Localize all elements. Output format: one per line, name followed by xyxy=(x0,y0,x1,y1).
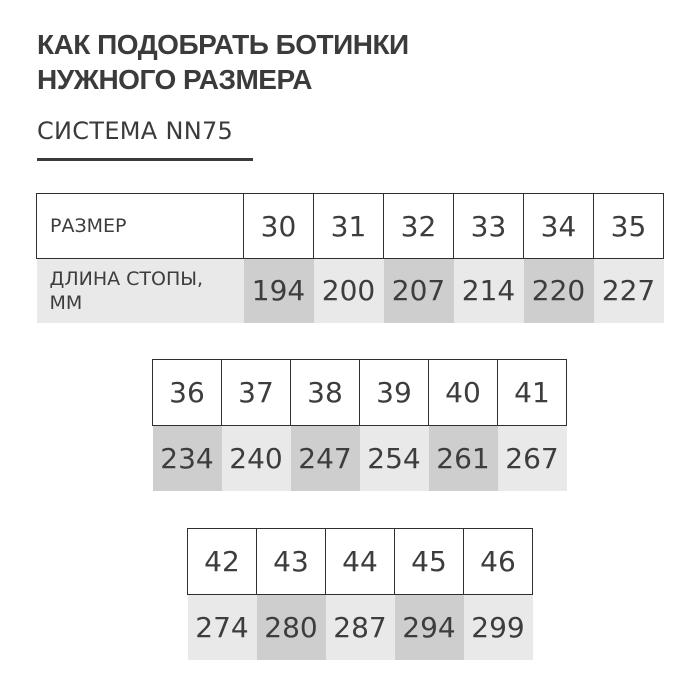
size-table-group-2 xyxy=(152,359,567,491)
length-cell: 274 xyxy=(188,595,257,660)
length-cell: 267 xyxy=(498,426,567,491)
size-cell: 37 xyxy=(222,360,291,426)
length-cell: 247 xyxy=(291,426,360,491)
size-cell: 30 xyxy=(244,194,314,259)
length-cell: 280 xyxy=(257,595,326,660)
length-cell: 207 xyxy=(384,259,454,323)
length-data-row xyxy=(188,595,533,660)
length-cell: 227 xyxy=(594,259,664,323)
page-title xyxy=(37,27,409,97)
size-cell: 44 xyxy=(326,529,395,595)
size-cell: 34 xyxy=(524,194,594,259)
length-cell: 240 xyxy=(222,426,291,491)
system-subtitle: СИСТЕМА NN75 xyxy=(37,117,234,145)
size-cell: 40 xyxy=(429,360,498,426)
size-cell: 33 xyxy=(454,194,524,259)
size-cell: 32 xyxy=(384,194,454,259)
length-cell: 234 xyxy=(153,426,222,491)
length-cell: 299 xyxy=(464,595,533,660)
system-subtitle-block xyxy=(37,117,253,161)
length-cell: 294 xyxy=(395,595,464,660)
length-cell: 200 xyxy=(314,259,384,323)
size-cell: 39 xyxy=(360,360,429,426)
size-cell: 43 xyxy=(257,529,326,595)
size-cell: 31 xyxy=(314,194,384,259)
size-header-row xyxy=(188,529,533,595)
size-cell: 36 xyxy=(153,360,222,426)
page-title-line2: НУЖНОГО РАЗМЕРА xyxy=(37,64,312,95)
length-cell: 261 xyxy=(429,426,498,491)
size-cell: 41 xyxy=(498,360,567,426)
size-cell: 45 xyxy=(395,529,464,595)
size-header-row xyxy=(153,360,567,426)
length-cell: 287 xyxy=(326,595,395,660)
length-cell: 214 xyxy=(454,259,524,323)
size-cell: 35 xyxy=(594,194,664,259)
length-cell: 194 xyxy=(244,259,314,323)
size-table-group-3 xyxy=(187,528,533,660)
size-cell: 38 xyxy=(291,360,360,426)
row-label-foot-length: ДЛИНА СТОПЫ, ММ xyxy=(37,259,244,323)
size-cell: 42 xyxy=(188,529,257,595)
length-cell: 220 xyxy=(524,259,594,323)
length-cell: 254 xyxy=(360,426,429,491)
page-title-line1: КАК ПОДОБРАТЬ БОТИНКИ xyxy=(37,29,409,60)
size-cell: 46 xyxy=(464,529,533,595)
length-data-row xyxy=(153,426,567,491)
size-table-group-1 xyxy=(36,193,664,323)
row-label-size: РАЗМЕР xyxy=(37,194,244,259)
length-data-row xyxy=(37,259,664,323)
size-header-row xyxy=(37,194,664,259)
subtitle-underline xyxy=(37,158,253,161)
